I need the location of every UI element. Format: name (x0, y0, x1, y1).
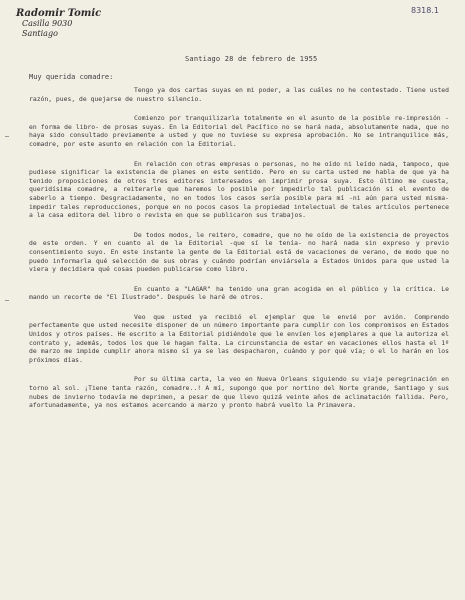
letter-body (29, 86, 449, 421)
letterhead-name: Radomir Tomic (16, 8, 102, 19)
margin-mark (5, 136, 9, 137)
paragraph-1: Tengo ya dos cartas suyas en mi poder, a las cuáles no he contestado. Tiene usted razón, pues, de quejarse de nuestro silencio. (29, 86, 449, 103)
letterhead (16, 9, 101, 39)
letterhead-city: Santiago (22, 29, 58, 38)
paragraph-7: Por su última carta, la veo en Nueva Orleans siguiendo su viaje peregrinación en torno al sol. ¡Tiene tanta razón, comadre..! A mí, supongo que por nortino del Norte grande, Santiago y sus nubes de invierno todavía me deprimen, a pesar de que llevo quizá veinte años de aclimatación fallida. Pero, afortunadamente, ya nos estamos acercando a marzo y pronto habrá vuelto la Primavera. (29, 375, 449, 410)
archive-number: 8318.1 (411, 6, 439, 15)
letter-date: Santiago 28 de febrero de 1955 (185, 55, 318, 63)
letterhead-street: Casilla 9030 (22, 19, 73, 28)
paragraph-5: En cuanto a "LAGAR" ha tenido una gran acogida en el público y la crítica. Le mando un recorte de "El Ilustrado". Después le haré de otros. (29, 284, 449, 302)
paragraph-2: Comienzo por tranquilizarla totalmente en el asunto de la posible re-impresión -en forma de libro- de prosas suyas. En la Editorial del Pacífico no se hará nada, absolutamente nada, que no haya sido consultado previamente a usted y que no tuviese su expresa aprobación. No se intranquilice más, comadre, por este asunto en relación con la Editorial. (29, 114, 449, 148)
paragraph-3: En relación con otras empresas o personas, no he oído ni leído nada, tampoco, que pudiese significar la existencia de planes en este sentido. Pero en su carta usted me habla de que ya ha tenido proposiciones de otros tres editores interesados en imprimir prosa suya. Esto último me cuesta, queridísima comadre, a reiterarle que haremos lo posible por impedirlo tal publicación si el evento de saberlo a tiempo. Desgraciadamente, no en todos los casos sería posible para mí -ni aún para usted misma- impedir tales reproducciones, porque en no pocos casos la propiedad intelectual de tales artículos pertenece a la casa editora del libro o revista en que se publicaron sus trabajos. (29, 159, 449, 220)
paragraph-4: De todos modos, le reitero, comadre, que no he oído de la existencia de proyectos de este orden. Y en cuanto al de la Editorial -que sí le tenía- no hará nada sin expreso y previo consentimiento suyo. En este instante la gente de la Editorial está de vacaciones de verano, de modo que no puedo informarla qué selección de sus obras y cuándo podrían enviársela a Estados Unidos para que usted la viera y decidiera qué cosas pueden publicarse como libro. (29, 230, 449, 274)
margin-mark (5, 300, 9, 301)
paragraph-6: Veo que usted ya recibió el ejemplar que le envié por avión. Comprendo perfectamente que usted necesite disponer de un número importante para cumplir con los compromisos en Estados Unidos y otros países. He escrito a la Editorial pidiéndole que le envíen los ejemplares a que la autoriza el contrato y, además, todos los que le hagan falta. La circunstancia de estar en vacaciones ellos hasta el 1º de marzo me impide cumplir ahora mismo sí ya se las despacharon, cuándo y por qué vía; o el lo harán en los próximos días. (29, 312, 449, 364)
salutation: Muy querida comadre: (29, 73, 114, 81)
